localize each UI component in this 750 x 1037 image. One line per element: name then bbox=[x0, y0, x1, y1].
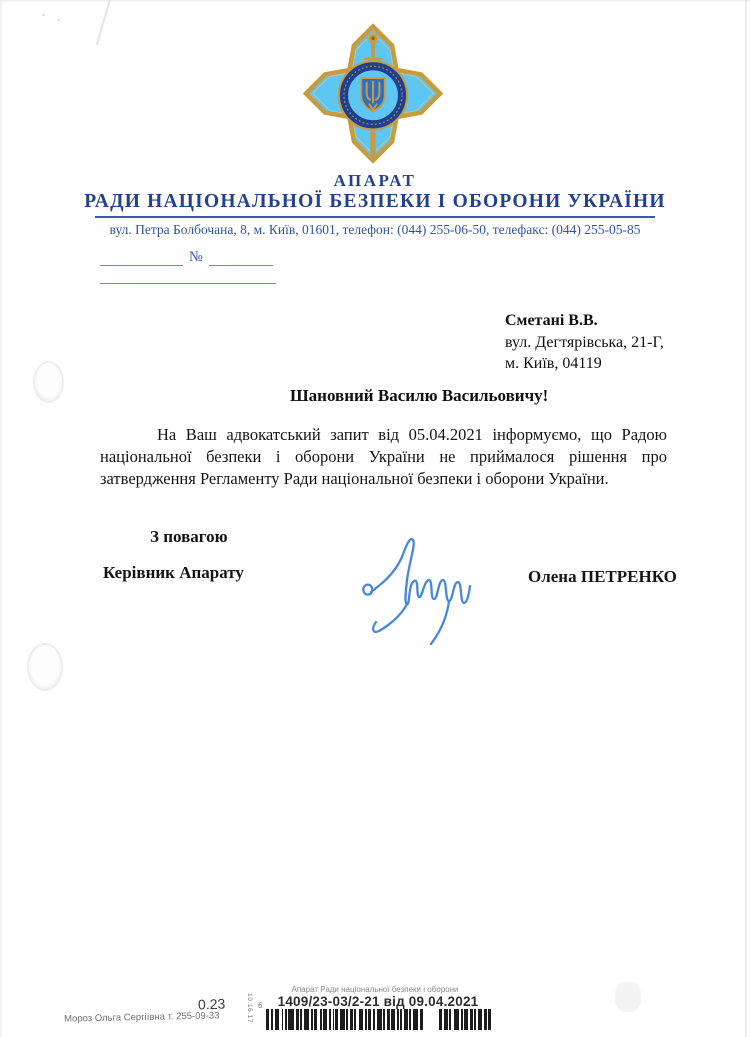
barcode-prefix-letter: б bbox=[258, 1003, 263, 1010]
handwritten-signature bbox=[348, 533, 483, 648]
closing-regards: З повагою bbox=[150, 527, 228, 546]
footer-org-small: Апарат Ради національної безпеки і оборони bbox=[291, 985, 459, 994]
recipient-street: вул. Дегтярівська, 21-Г, bbox=[505, 333, 664, 351]
date-blank-line bbox=[100, 253, 183, 266]
scan-edge-top bbox=[0, 0, 750, 3]
recipient-name: Сметані В.В. bbox=[505, 312, 598, 329]
salutation: Шановний Василю Васильовичу! bbox=[290, 386, 549, 405]
scan-crease bbox=[96, 0, 112, 45]
scan-edge-left bbox=[0, 0, 3, 1037]
org-name-line2: РАДИ НАЦІОНАЛЬНОЇ БЕЗПЕКИ І ОБОРОНИ УКРАЇНИ bbox=[84, 191, 666, 212]
registration-number: 1409/23-03/2-21 від 09.04.2021 bbox=[277, 994, 479, 1009]
punch-hole bbox=[33, 361, 64, 403]
number-sign: № bbox=[189, 249, 203, 265]
reference-row bbox=[100, 249, 273, 266]
emblem-medallion bbox=[339, 61, 407, 129]
org-address-line: вул. Петра Болбочана, 8, м. Київ, 01601, телефон: (044) 255-06-50, телефакс: (044) 255-05-85 bbox=[109, 222, 641, 237]
barcode bbox=[266, 1009, 502, 1030]
recipient-city: м. Київ, 04119 bbox=[505, 355, 602, 372]
recipient-block bbox=[505, 310, 664, 375]
signer-position: Керівник Апарату bbox=[103, 563, 244, 582]
handwritten-mark: 0.23 bbox=[197, 995, 226, 1013]
number-blank-line bbox=[209, 253, 273, 266]
order-star-icon bbox=[367, 32, 380, 45]
operator-contact-line: Мороз Ольга Сергіївна т. 255-09-33 bbox=[63, 1010, 220, 1025]
org-name-line1: АПАРАТ bbox=[333, 171, 417, 190]
scan-edge-right bbox=[745, 0, 747, 1037]
scan-speck bbox=[57, 19, 60, 21]
scan-speck bbox=[42, 14, 45, 16]
punch-hole bbox=[27, 643, 63, 691]
signer-name: Олена ПЕТРЕНКО bbox=[528, 567, 677, 586]
reference-blank-line2 bbox=[100, 274, 276, 284]
letterhead-rule bbox=[95, 216, 655, 218]
body-paragraph: На Ваш адвокатський запит від 05.04.2021 інформуємо, що Радою національної безпеки і оборони України не приймалося рішення про затвердження Регламенту Ради національної безпеки і оборони України. bbox=[100, 425, 667, 488]
scan-time-vertical: 10.16.17 bbox=[246, 993, 253, 1024]
nsdc-emblem-icon bbox=[299, 21, 447, 166]
